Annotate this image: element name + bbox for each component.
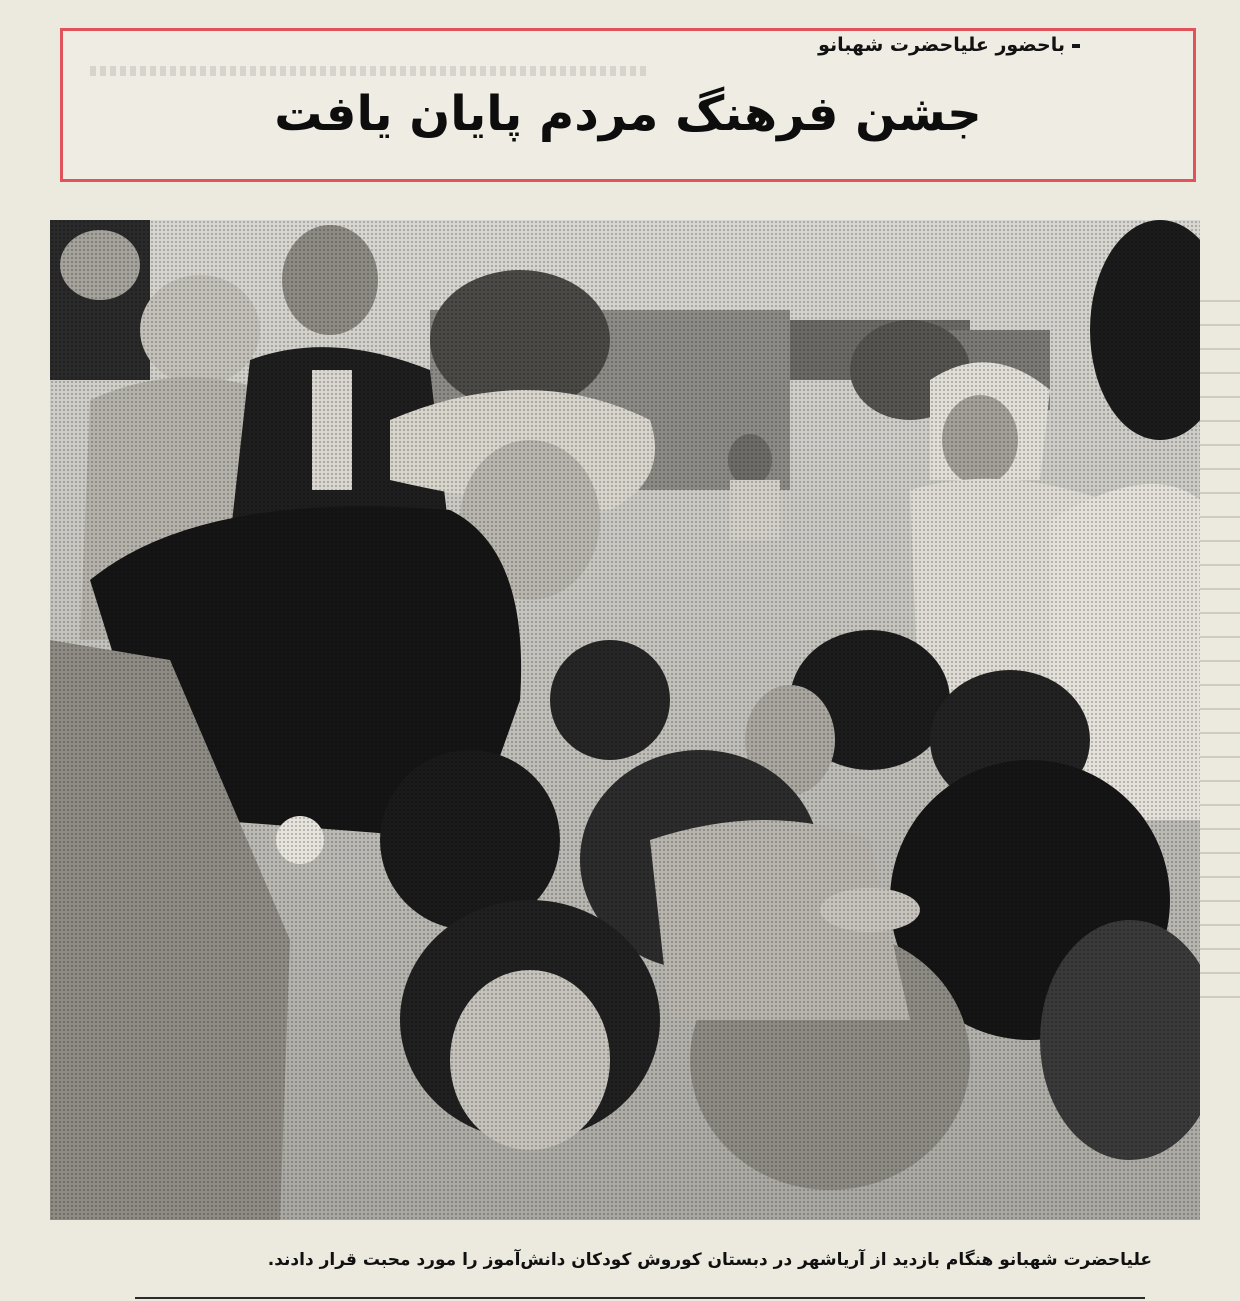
article-kicker: باحضور علیاحضرت شهبانو — [818, 34, 1065, 56]
kicker-bullet — [1072, 44, 1080, 48]
news-photo — [50, 220, 1200, 1220]
bottom-rule — [135, 1297, 1145, 1299]
bleed-through-line — [90, 66, 650, 76]
photo-caption: علیاحضرت شهبانو هنگام بازدید از آریاشهر در دبستان کوروش کودکان دانش‌آموز را مورد محبت قرار دادند. — [267, 1250, 1152, 1270]
article-headline: جشن فرهنگ مردم پایان یافت — [274, 86, 982, 142]
